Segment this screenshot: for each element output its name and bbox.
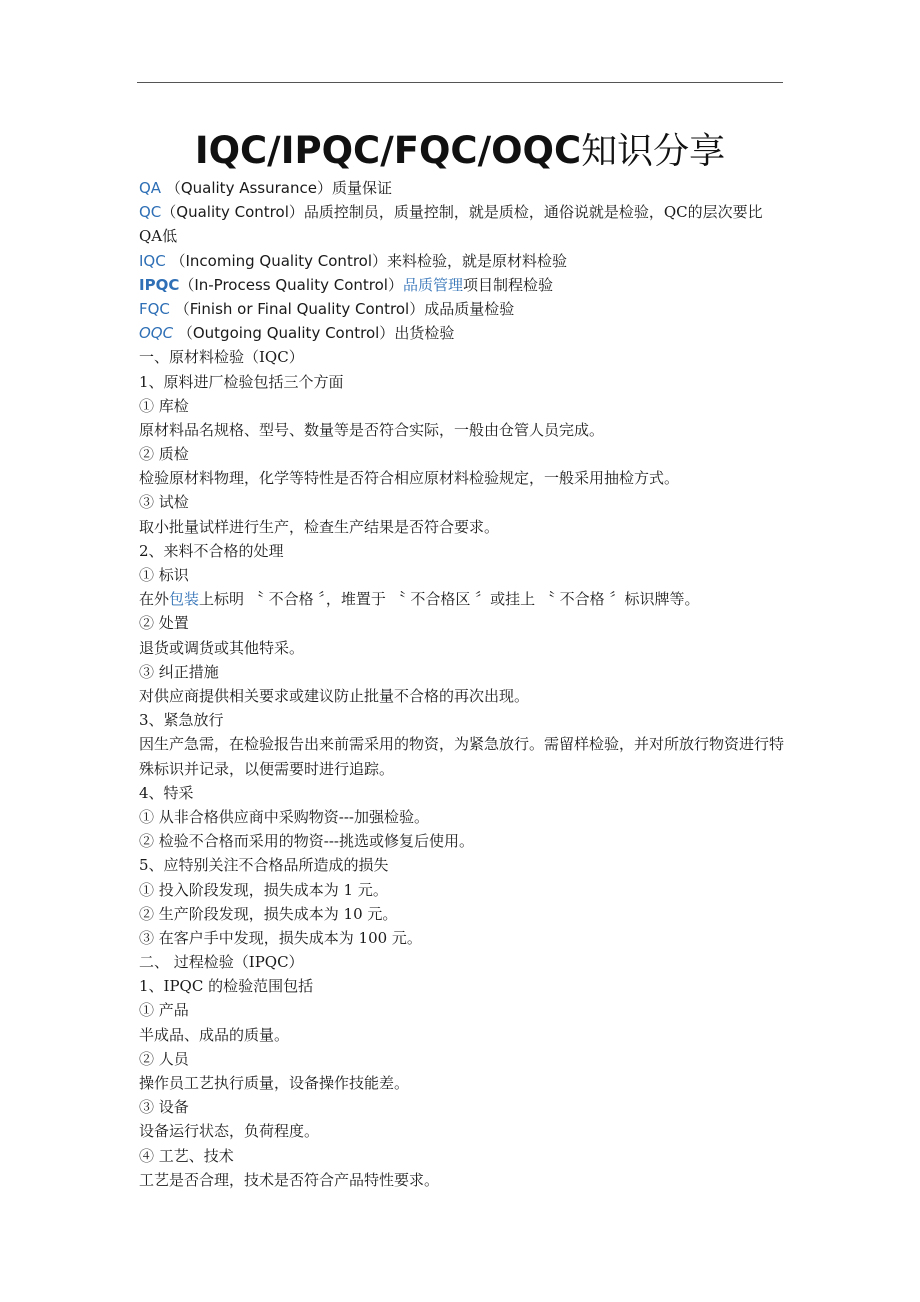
def-fqc-cn: 成品质量检验: [424, 299, 515, 318]
list-item: ③ 设备: [139, 1098, 189, 1117]
list-item: ② 质检: [139, 445, 189, 464]
title-latin: IQC/IPQC/FQC/OQC: [194, 129, 582, 172]
section-heading: 一、原材料检验（IQC）: [139, 348, 304, 367]
subsection-heading: 4、特采: [139, 783, 194, 802]
list-item: ① 从非合格供应商中采购物资---加强检验。: [139, 807, 429, 826]
paragraph: [139, 587, 785, 611]
list-item: ① 产品: [139, 1001, 189, 1020]
def-fqc-en: （Finish or Final Quality Control）: [169, 299, 425, 318]
list-item: ① 库检: [139, 396, 189, 415]
def-qc-abbr: QC: [139, 203, 162, 222]
packaging-link[interactable]: 包装: [169, 590, 200, 609]
def-qa-en: （Quality Assurance）: [161, 179, 332, 197]
def-qa-abbr: QA: [139, 179, 162, 197]
list-item: ③ 纠正措施: [139, 662, 219, 681]
title-chinese: 知识分享: [581, 131, 726, 172]
subsection-heading: 5、应特别关注不合格品所造成的损失: [139, 856, 389, 875]
def-qa: [139, 176, 785, 200]
paragraph: 半成品、成品的质量。: [139, 1025, 290, 1044]
text-span: 在外: [139, 590, 170, 609]
paragraph: 取小批量试样进行生产，检查生产结果是否符合要求。: [139, 517, 500, 536]
def-oqc-en: （Outgoing Quality Control）: [173, 324, 395, 343]
def-oqc-abbr: OQC: [139, 324, 174, 343]
subsection-heading: 1、IPQC 的检验范围包括: [139, 977, 314, 996]
paragraph: 因生产急需，在检验报告出来前需采用的物资，为紧急放行。需留样检验，并对所放行物资进行特殊标识并记录，以便需要时进行追踪。: [139, 735, 785, 778]
list-item: ① 投入阶段发现，损失成本为 1 元。: [139, 880, 388, 899]
text-span: 上标明 〝 不合格 〞，堆置于 〝 不合格区 〞或挂上 〝 不合格 〞标识牌等。: [199, 590, 700, 609]
paragraph: 操作员工艺执行质量，设备操作技能差。: [139, 1074, 410, 1092]
def-ipqc-abbr: IPQC: [139, 275, 180, 294]
def-iqc: [139, 249, 785, 273]
def-qa-cn: 质量保证: [331, 179, 392, 197]
subsection-heading: 3、紧急放行: [139, 711, 224, 730]
def-iqc-abbr: IQC: [139, 251, 166, 270]
list-item: ② 人员: [139, 1049, 189, 1068]
paragraph: 设备运行状态，负荷程度。: [139, 1122, 320, 1141]
def-iqc-en: （Incoming Quality Control）: [165, 251, 388, 270]
list-item: ② 检验不合格而采用的物资---挑选或修复后使用。: [139, 832, 474, 851]
def-oqc-cn: 出货检验: [394, 324, 455, 343]
list-item: ② 处置: [139, 614, 189, 633]
paragraph: 原材料品名规格、型号、数量等是否符合实际，一般由仓管人员完成。: [139, 420, 605, 439]
def-oqc: [139, 321, 785, 345]
paragraph: 对供应商提供相关要求或建议防止批量不合格的再次出现。: [139, 686, 530, 705]
section-heading: 二、 过程检验（IPQC）: [139, 953, 304, 972]
paragraph: 工艺是否合理，技术是否符合产品特性要求。: [139, 1170, 440, 1189]
def-ipqc: [139, 273, 785, 297]
def-ipqc-cn: 项目制程检验: [462, 275, 553, 294]
list-item: ① 标识: [139, 566, 189, 585]
def-fqc-abbr: FQC: [139, 299, 170, 318]
subsection-heading: 2、来料不合格的处理: [139, 541, 284, 560]
list-item: ③ 试检: [139, 493, 189, 512]
list-item: ② 生产阶段发现，损失成本为 10 元。: [139, 904, 398, 923]
paragraph: 检验原材料物理，化学等特性是否符合相应原材料检验规定，一般采用抽检方式。: [139, 469, 680, 488]
list-item: ④ 工艺、技术: [139, 1146, 234, 1165]
document-body: [139, 176, 785, 1192]
list-item: ③ 在客户手中发现，损失成本为 100 元。: [139, 928, 422, 947]
header-rule: [137, 82, 783, 83]
def-qc-en: （Quality Control）: [161, 203, 304, 222]
def-fqc: [139, 297, 785, 321]
subsection-heading: 1、原料进厂检验包括三个方面: [139, 372, 344, 391]
quality-management-link[interactable]: 品质管理: [402, 275, 463, 294]
def-qc-cn: 品质控制员，质量控制，就是质检，通俗说就是检验，QC的层次要比QA低: [139, 203, 763, 246]
paragraph: 退货或调货或其他特采。: [139, 638, 305, 657]
def-iqc-cn: 来料检验，就是原材料检验: [387, 251, 568, 270]
def-ipqc-en: （In-Process Quality Control）: [179, 275, 403, 294]
def-qc: [139, 200, 785, 248]
document-title: [0, 126, 920, 177]
